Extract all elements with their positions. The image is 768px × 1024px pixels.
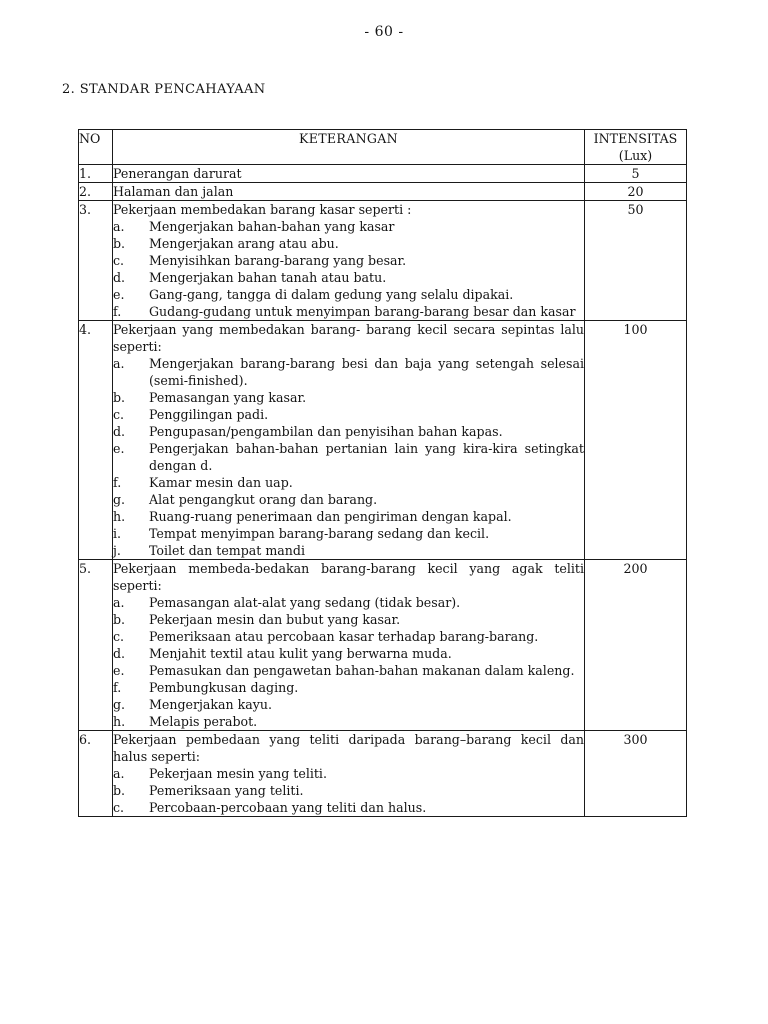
list-item — [113, 440, 584, 474]
list-item-text: Pemeriksaan atau percobaan kasar terhadap barang-barang. — [149, 629, 539, 644]
list-item-marker: b. — [113, 390, 126, 405]
list-item — [113, 713, 584, 730]
list-item-text: Menjahit textil atau kulit yang berwarna muda. — [149, 646, 452, 661]
list-item-marker: h. — [113, 714, 126, 729]
list-item-text: Kamar mesin dan uap. — [149, 475, 293, 490]
list-item — [113, 525, 584, 542]
list-item-marker: d. — [113, 424, 126, 439]
table-body — [79, 165, 687, 817]
list-item — [113, 218, 584, 235]
list-item — [113, 269, 584, 286]
row-description — [113, 183, 585, 201]
list-item-marker: b. — [113, 783, 126, 798]
row-intensity-lux: 20 — [585, 183, 687, 201]
list-item-text: Pemeriksaan yang teliti. — [149, 783, 304, 798]
list-item-text: Alat pengangkut orang dan barang. — [149, 492, 378, 507]
list-item — [113, 355, 584, 389]
row-description — [113, 165, 585, 183]
list-item-marker: e. — [113, 441, 125, 456]
list-item — [113, 782, 584, 799]
list-item-text: Pengupasan/pengambilan dan penyisihan bahan kapas. — [149, 424, 503, 439]
list-item-marker: a. — [113, 219, 125, 234]
row-description-text: Pekerjaan pembedaan yang teliti daripada barang–barang kecil dan halus seperti: — [113, 732, 584, 764]
lighting-standard-table — [78, 129, 687, 817]
list-item — [113, 611, 584, 628]
list-item — [113, 423, 584, 440]
list-item — [113, 303, 584, 320]
list-item — [113, 628, 584, 645]
list-item — [113, 474, 584, 491]
list-item — [113, 389, 584, 406]
table-row — [79, 183, 687, 201]
row-intensity-lux: 5 — [585, 165, 687, 183]
row-number: 2. — [79, 183, 113, 201]
list-item-marker: j. — [113, 543, 121, 558]
list-item — [113, 491, 584, 508]
list-item-marker: a. — [113, 595, 125, 610]
row-number: 3. — [79, 201, 113, 321]
list-item-text: Tempat menyimpan barang-barang sedang dan kecil. — [149, 526, 490, 541]
page-number: - 60 - — [364, 24, 404, 40]
list-item-marker: g. — [113, 492, 126, 507]
list-item-text: Gudang-gudang untuk menyimpan barang-barang besar dan kasar — [149, 304, 576, 319]
list-item — [113, 286, 584, 303]
row-description-text: Pekerjaan membedakan barang kasar seperti : — [113, 202, 412, 217]
list-item-text: Mengerjakan kayu. — [149, 697, 273, 712]
list-item — [113, 645, 584, 662]
list-item-text: Melapis perabot. — [149, 714, 258, 729]
table-row — [79, 321, 687, 560]
list-item-marker: i. — [113, 526, 122, 541]
list-item-marker: c. — [113, 407, 125, 422]
list-item-text: Toilet dan tempat mandi — [149, 543, 306, 558]
header-keterangan: KETERANGAN — [113, 130, 585, 165]
row-number: 1. — [79, 165, 113, 183]
list-item — [113, 765, 584, 782]
list-item-marker: f. — [113, 304, 122, 319]
list-item-text: Gang-gang, tangga di dalam gedung yang selalu dipakai. — [149, 287, 514, 302]
header-intensitas — [585, 130, 687, 165]
list-item-text: Pemasukan dan pengawetan bahan-bahan makanan dalam kaleng. — [149, 663, 575, 678]
section-title: 2. STANDAR PENCAHAYAAN — [62, 82, 266, 97]
list-item-text: Penggilingan padi. — [149, 407, 269, 422]
list-item-text: Pemasangan yang kasar. — [149, 390, 307, 405]
row-description-text: Pekerjaan yang membedakan barang- barang kecil secara sepintas lalu seperti: — [113, 322, 584, 354]
list-item-marker: c. — [113, 253, 125, 268]
header-intensitas-label: INTENSITAS — [593, 131, 678, 146]
header-intensitas-unit: (Lux) — [618, 148, 653, 163]
table-row — [79, 201, 687, 321]
list-item-marker: d. — [113, 646, 126, 661]
list-item — [113, 508, 584, 525]
row-description — [113, 560, 585, 731]
row-number: 6. — [79, 731, 113, 817]
list-item — [113, 542, 584, 559]
list-item-marker: f. — [113, 680, 122, 695]
list-item-marker: c. — [113, 800, 125, 815]
row-description — [113, 731, 585, 817]
list-item-text: Pemasangan alat-alat yang sedang (tidak besar). — [149, 595, 461, 610]
list-item-text: Menyisihkan barang-barang yang besar. — [149, 253, 407, 268]
list-item-marker: b. — [113, 612, 126, 627]
list-item-marker: a. — [113, 356, 125, 371]
list-item-marker: f. — [113, 475, 122, 490]
list-item-marker: e. — [113, 663, 125, 678]
list-item-marker: d. — [113, 270, 126, 285]
row-description — [113, 201, 585, 321]
row-intensity-lux: 200 — [585, 560, 687, 731]
list-item-text: Pekerjaan mesin dan bubut yang kasar. — [149, 612, 401, 627]
list-item — [113, 235, 584, 252]
header-no: NO — [79, 130, 113, 165]
row-description-text: Penerangan darurat — [113, 166, 242, 181]
row-intensity-lux: 300 — [585, 731, 687, 817]
list-item — [113, 696, 584, 713]
list-item-marker: b. — [113, 236, 126, 251]
list-item-marker: a. — [113, 766, 125, 781]
row-description-text: Halaman dan jalan — [113, 184, 234, 199]
list-item-text: Ruang-ruang penerimaan dan pengiriman dengan kapal. — [149, 509, 512, 524]
list-item — [113, 799, 584, 816]
row-description — [113, 321, 585, 560]
list-item-marker: c. — [113, 629, 125, 644]
list-item — [113, 594, 584, 611]
list-item-text: Mengerjakan bahan-bahan yang kasar — [149, 219, 395, 234]
row-description-text: Pekerjaan membeda-bedakan barang-barang kecil yang agak teliti seperti: — [113, 561, 584, 593]
list-item-text: Pekerjaan mesin yang teliti. — [149, 766, 327, 781]
list-item-text: Mengerjakan bahan tanah atau batu. — [149, 270, 387, 285]
list-item-text: Mengerjakan arang atau abu. — [149, 236, 339, 251]
table-row — [79, 560, 687, 731]
list-item — [113, 252, 584, 269]
list-item-text: Percobaan-percobaan yang teliti dan halus. — [149, 800, 427, 815]
list-item — [113, 679, 584, 696]
list-item-marker: e. — [113, 287, 125, 302]
table-row — [79, 165, 687, 183]
list-item-text: Pengerjakan bahan-bahan pertanian lain yang kira-kira setingkat dengan d. — [149, 441, 584, 473]
list-item — [113, 662, 584, 679]
row-intensity-lux: 50 — [585, 201, 687, 321]
row-number: 4. — [79, 321, 113, 560]
list-item-text: Pembungkusan daging. — [149, 680, 299, 695]
table-header-row — [79, 130, 687, 165]
list-item-text: Mengerjakan barang-barang besi dan baja yang setengah selesai (semi-finished). — [149, 356, 584, 388]
list-item-marker: g. — [113, 697, 126, 712]
row-number: 5. — [79, 560, 113, 731]
table-row — [79, 731, 687, 817]
list-item-marker: h. — [113, 509, 126, 524]
row-intensity-lux: 100 — [585, 321, 687, 560]
list-item — [113, 406, 584, 423]
